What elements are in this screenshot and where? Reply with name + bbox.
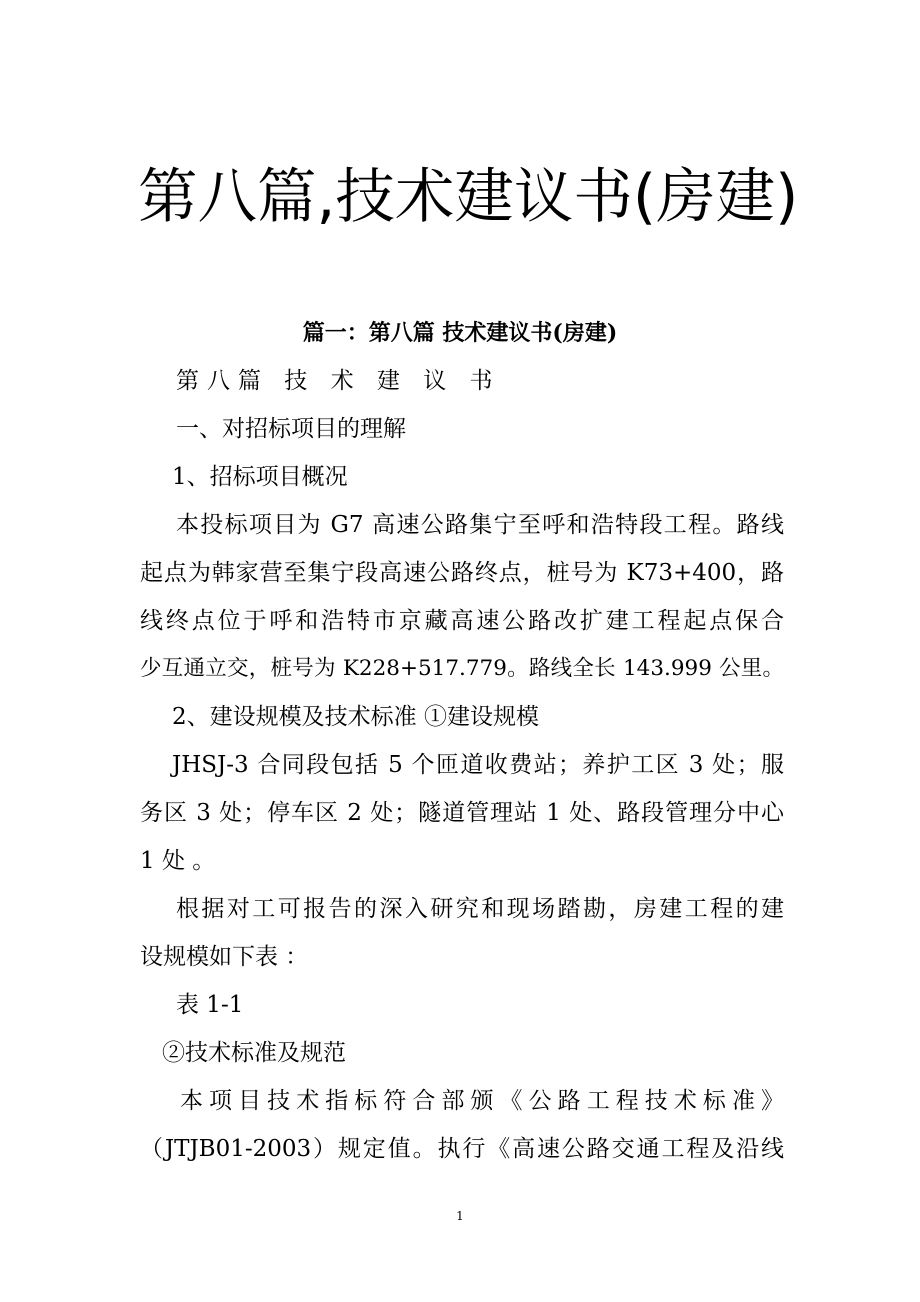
section-heading: 一、对招标项目的理解 — [176, 416, 406, 442]
paragraph-line: 根据对工可报告的深入研究和现场踏勘，房建工程的建 — [176, 896, 784, 922]
paragraph-line: 本投标项目为 G7 高速公路集宁至呼和浩特段工程。路线 — [176, 512, 784, 538]
subsection-heading: 2、建设规模及技术标准 ①建设规模 — [172, 704, 539, 730]
table-caption: 表 1-1 — [176, 992, 244, 1018]
paragraph-line: （JTJB01-2003）规定值。执行《高速公路交通工程及沿线 — [140, 1136, 784, 1162]
subsection-heading: ②技术标准及规范 — [162, 1040, 346, 1066]
paragraph-line: 1 处 。 — [140, 848, 216, 874]
paragraph-line: JHSJ-3 合同段包括 5 个匝道收费站；养护工区 3 处；服 — [172, 752, 784, 778]
subsection-heading: 1、招标项目概况 — [172, 464, 348, 490]
paragraph-line: 务区 3 处；停车区 2 处；隧道管理站 1 处、路段管理分中心 — [140, 800, 784, 826]
page-number: 1 — [456, 1209, 464, 1223]
paragraph-line: 线终点位于呼和浩特市京藏高速公路改扩建工程起点保合 — [140, 608, 784, 634]
document-subtitle: 篇一：第八篇 技术建议书(房建) — [302, 320, 618, 346]
part-heading: 第八篇 技 术 建 议 书 — [176, 368, 501, 394]
paragraph-line: 起点为韩家营至集宁段高速公路终点，桩号为 K73+400，路 — [140, 560, 784, 586]
paragraph-line: 少互通立交，桩号为 K228+517.779。路线全长 143.999 公里。 — [140, 656, 784, 681]
document-title: 第八篇,技术建议书(房建) — [138, 163, 799, 232]
paragraph-line: 设规模如下表 ： — [140, 944, 309, 970]
paragraph-line: 本项目技术指标符合部颁《公路工程技术标准》 — [180, 1088, 784, 1114]
